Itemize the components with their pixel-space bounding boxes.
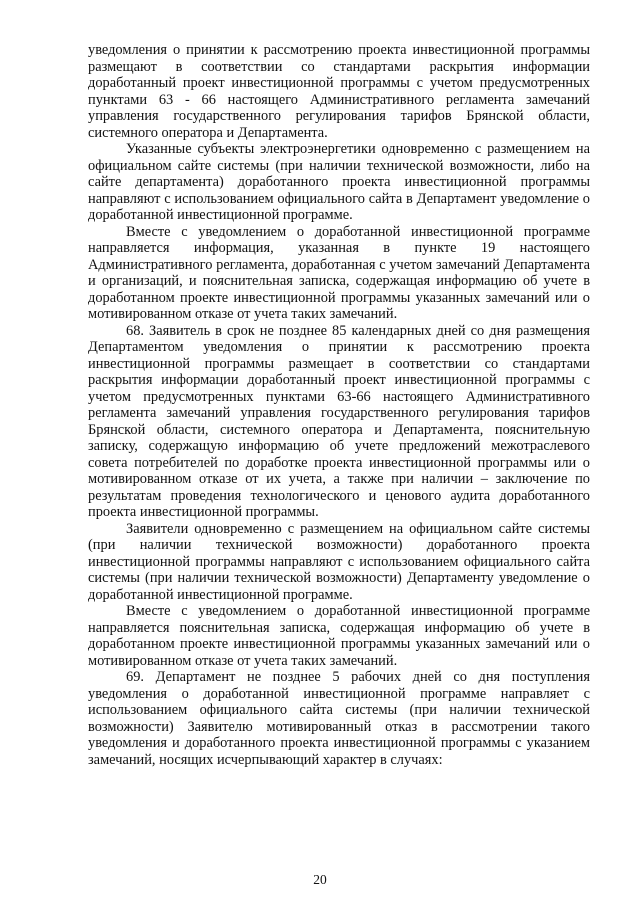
paragraph-subjects-notification: Указанные субъекты электроэнергетики одновременно с размещением на официальном сайте системы (при наличии технической возможности, либо на сайте департамента) доработанного проекта инвестиционной программы направляют с использованием официального сайта в Департамент уведомление о доработанной инвестиционной программе.: [88, 141, 590, 223]
document-body: [88, 42, 590, 768]
paragraph-item-68: 68. Заявитель в срок не позднее 85 календарных дней со дня размещения Департаментом уведомления о принятии к рассмотрению проекта инвестиционной программы размещает в соответствии со стандартами раскрытия информации доработанный проект инвестиционной программы с учетом предусмотренных пунктами 63-66 настоящего Административного регламента замечаний управления государственного регулирования тарифов Брянской области, системного оператора и Департамента, пояснительную записку, содержащую информацию об учете предложений межотраслевого совета потребителей по доработке проекта инвестиционной программы или о мотивированном отказе от их учета, а также при наличии – заключение по результатам проведения технологического и ценового аудита доработанного проекта инвестиционной программы.: [88, 322, 590, 520]
paragraph-applicants-notification: Заявители одновременно с размещением на официальном сайте системы (при наличии технической возможности) доработанного проекта инвестиционной программы направляют с использованием официального сайта системы (при наличии технической возможности) Департаменту уведомление о доработанной инвестиционной программе.: [88, 520, 590, 603]
paragraph-explanatory-note-2: Вместе с уведомлением о доработанной инвестиционной программе направляется пояснительная записка, содержащая информацию об учете в доработанном проекте инвестиционной программы указанных замечаний или о мотивированном отказе от учета таких замечаний.: [88, 603, 590, 669]
paragraph-continuation: уведомления о принятии к рассмотрению проекта инвестиционной программы размещают в соответствии со стандартами раскрытия информации доработанный проект инвестиционной программы с учетом предусмотренных пунктами 63 - 66 настоящего Административного регламента замечаний управления государственного регулирования тарифов Брянской области, системного оператора и Департамента.: [88, 42, 590, 141]
paragraph-explanatory-note: Вместе с уведомлением о доработанной инвестиционной программе направляется информация, указанная в пункте 19 настоящего Административного регламента, доработанная с учетом замечаний Департамента и организаций, и пояснительная записка, содержащая информацию об учете в доработанном проекте инвестиционной программы указанных замечаний или о мотивированном отказе от учета таких замечаний.: [88, 223, 590, 322]
paragraph-item-69: 69. Департамент не позднее 5 рабочих дней со дня поступления уведомления о доработанной инвестиционной программе направляет с использованием официального сайта системы (при наличии технической возможности) Заявителю мотивированный отказ в рассмотрении такого уведомления и доработанного проекта инвестиционной программы с указанием замечаний, носящих исчерпывающий характер в случаях:: [88, 669, 590, 768]
page-number: 20: [313, 872, 327, 887]
